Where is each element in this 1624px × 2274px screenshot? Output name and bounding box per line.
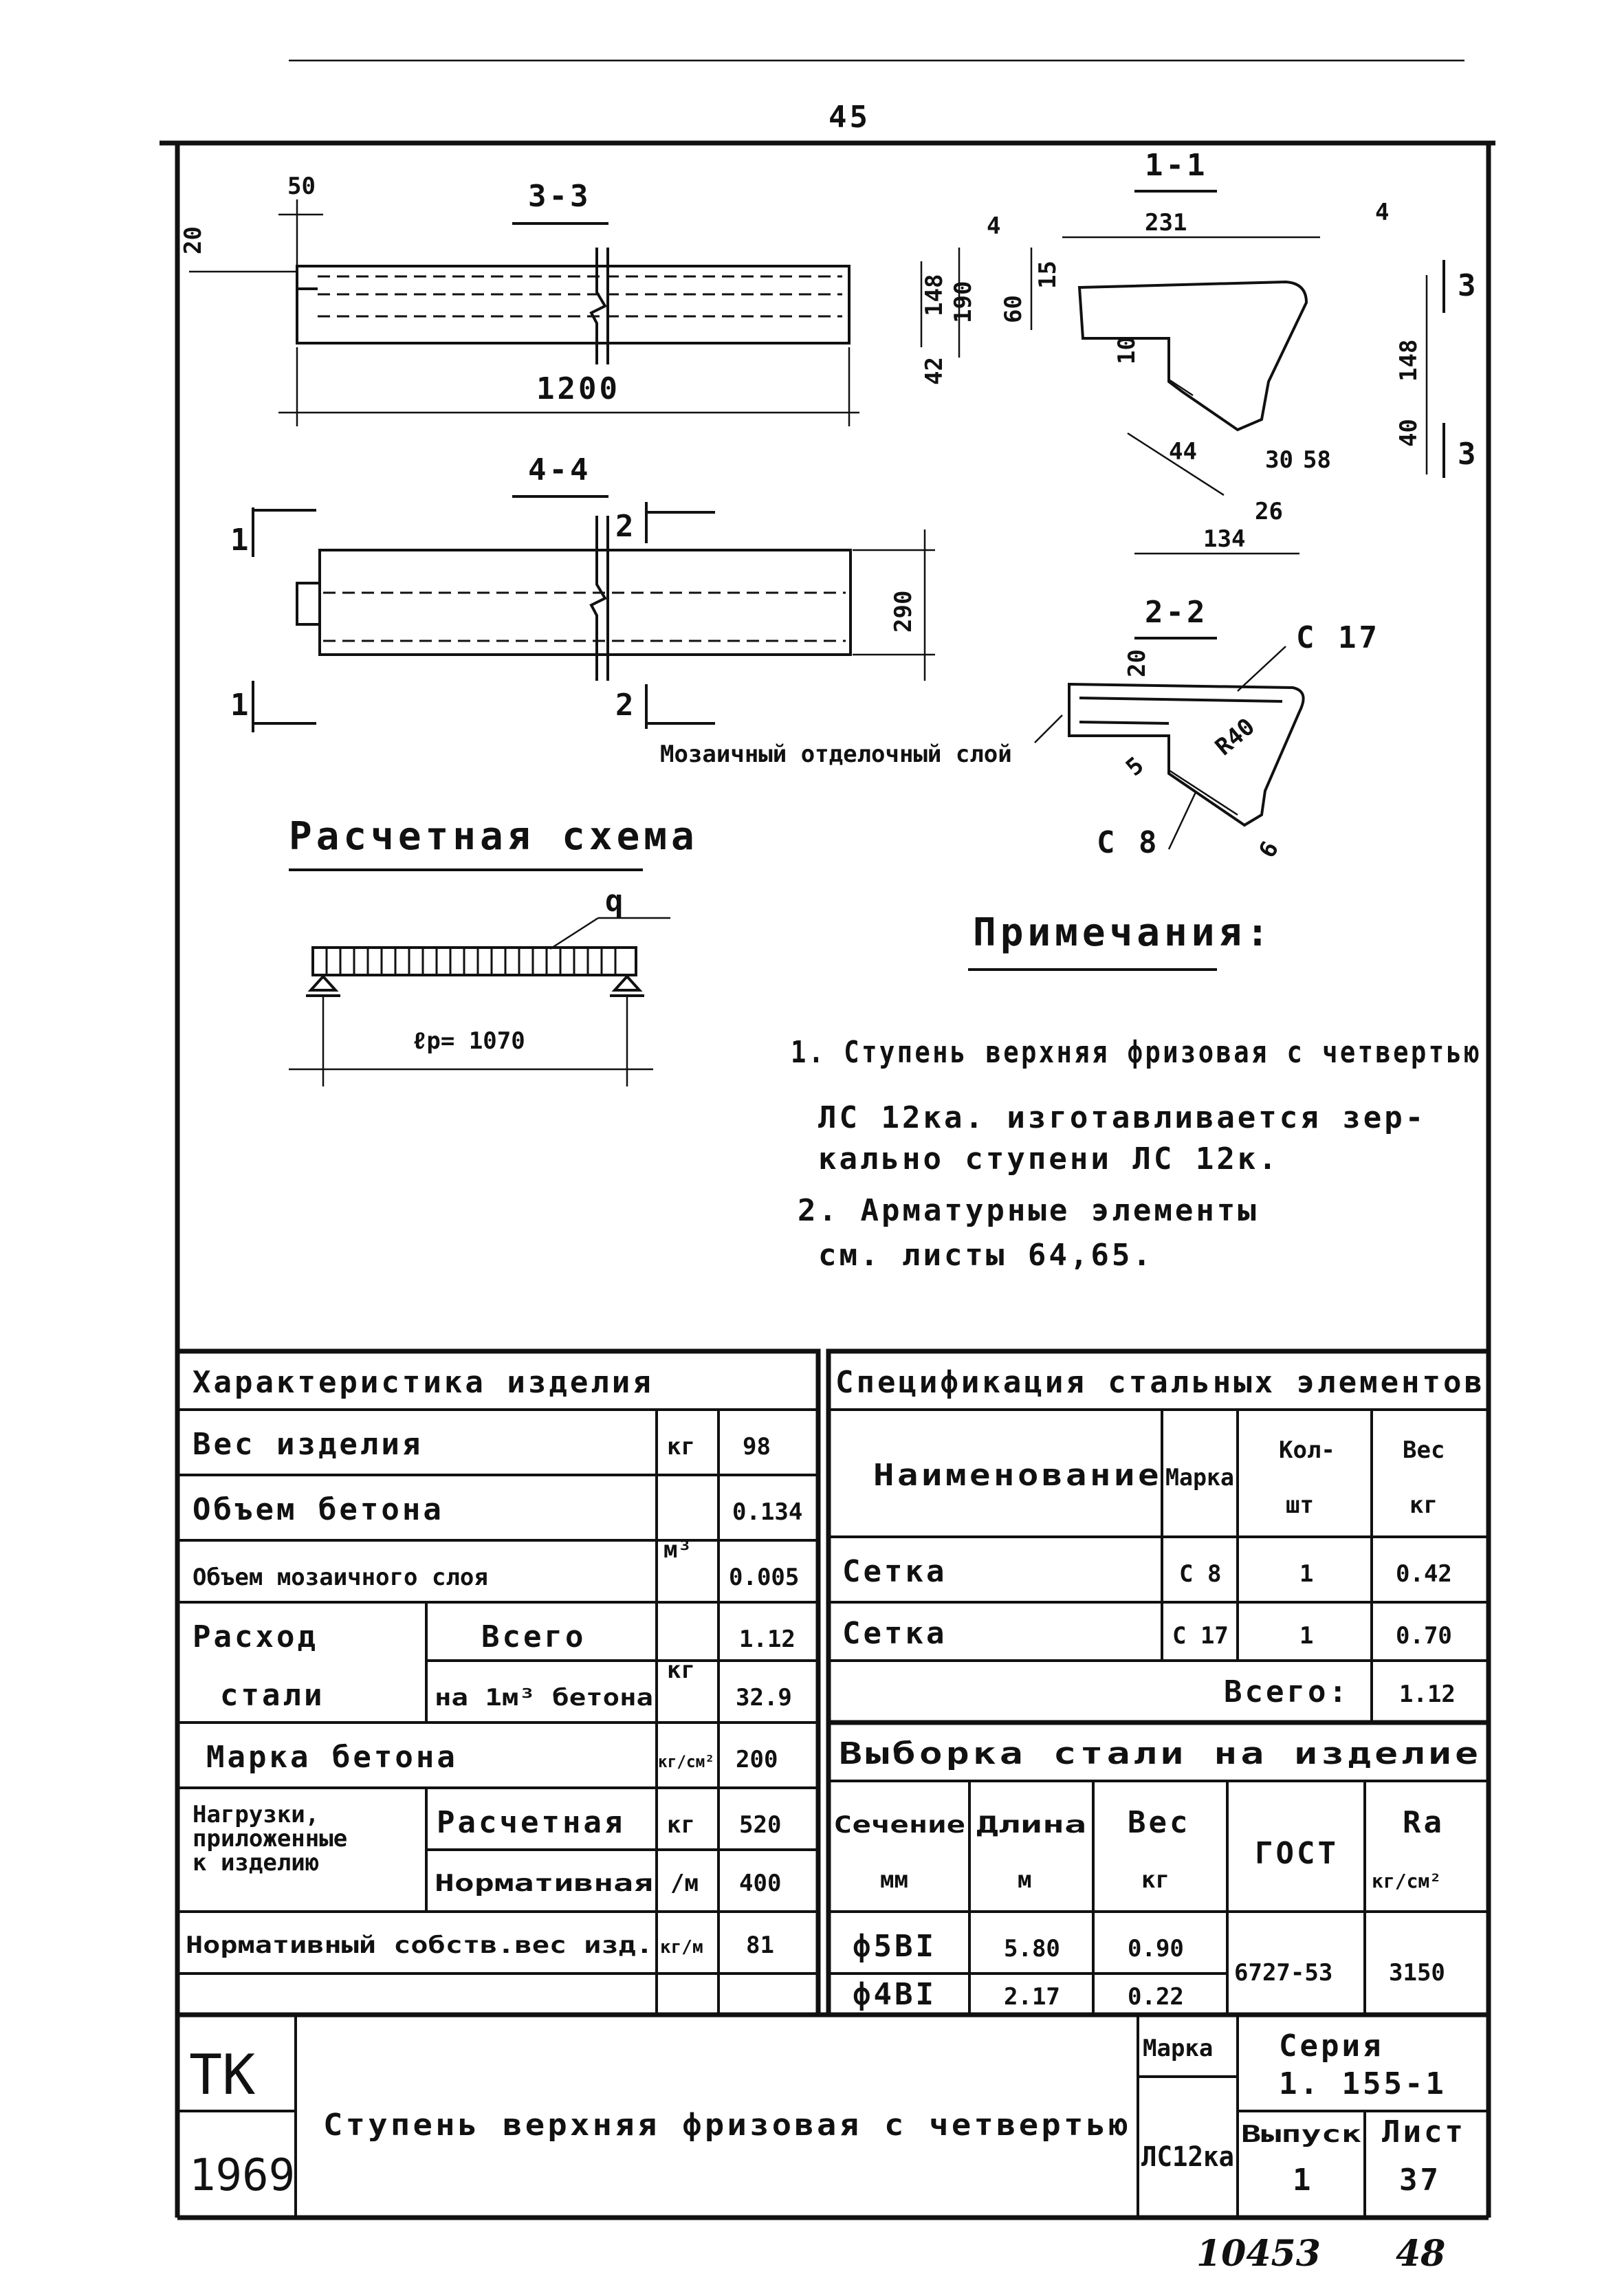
dim-148b: 148 — [1395, 339, 1423, 382]
dim-20b: 20 — [1123, 649, 1151, 677]
dim-50: 50 — [287, 173, 316, 200]
weight-label: Вес изделия — [193, 1427, 424, 1462]
steel-row1-section: ф5ВI — [853, 1929, 936, 1964]
steel-h-weight2: кг — [1141, 1866, 1170, 1894]
steel-h-gost: ГОСТ — [1255, 1836, 1339, 1871]
steel-h-ra: Ra — [1403, 1805, 1445, 1840]
mark-label: Марка — [1143, 2035, 1214, 2062]
steel-gost: 6727-53 — [1234, 1959, 1333, 1987]
spec-table-frame — [829, 1351, 1489, 2015]
steel-h-section: Сечение — [833, 1811, 965, 1839]
spec-row2-weight: 0.70 — [1396, 1622, 1452, 1650]
load-norm-val: 400 — [739, 1870, 782, 1897]
self-weight-label: Нормативный собств.вес изд. — [186, 1932, 653, 1959]
section-2-2-label: 2-2 — [1145, 595, 1208, 630]
scheme-support-right — [610, 976, 644, 996]
series-label: Серия — [1279, 2029, 1384, 2064]
note-line-3: кально ступени ЛС 12к. — [818, 1141, 1280, 1177]
spec-h-qty: Кол- — [1279, 1436, 1335, 1464]
dim-15: 15 — [1034, 261, 1062, 289]
steel-total-val: 1.12 — [739, 1626, 795, 1653]
characteristics-table — [177, 1351, 818, 2015]
sheet-label: Лист — [1382, 2114, 1466, 2150]
sheet-val: 37 — [1399, 2163, 1441, 2198]
calc-scheme — [289, 814, 699, 1086]
scheme-title: Расчетная схема — [289, 814, 699, 859]
spec-row1-name: Сетка — [842, 1554, 947, 1589]
q-label: q — [605, 884, 626, 919]
dim-length: 1200 — [536, 371, 620, 406]
dim-290: 290 — [890, 590, 917, 633]
dim-6: 6 — [1253, 836, 1285, 863]
steel-h-section2: мм — [880, 1866, 908, 1894]
spec-total-label: Всего: — [1224, 1674, 1350, 1709]
series-val: 1. 155-1 — [1279, 2066, 1447, 2101]
vol-unit: м³ — [663, 1536, 692, 1564]
span-label: ℓp= 1070 — [413, 1027, 525, 1055]
weight-unit: кг — [667, 1433, 695, 1461]
spec-h-mark: Марка — [1165, 1464, 1234, 1491]
mosaic-vol-label: Объем мозаичного слоя — [193, 1564, 488, 1591]
spec-row1-qty: 1 — [1299, 1560, 1314, 1588]
dim-134: 134 — [1203, 525, 1246, 553]
cut-1-top: 1 — [230, 523, 252, 558]
weight-val: 98 — [743, 1433, 771, 1461]
concrete-vol-label: Объем бетона — [193, 1492, 444, 1527]
section-2-2 — [660, 595, 1380, 863]
section-3-3-label: 3-3 — [528, 179, 591, 214]
section-1-1 — [987, 148, 1479, 554]
mosaic-vol-val: 0.005 — [729, 1564, 800, 1591]
note-line-5: см. листы 64,65. — [818, 1238, 1154, 1273]
grade-unit: кг/см² — [658, 1752, 714, 1771]
grade-val: 200 — [736, 1746, 778, 1773]
mosaic-leader — [1035, 715, 1062, 743]
steel-title: Выборка стали на изделие — [839, 1736, 1482, 1771]
c17-label: С 17 — [1296, 620, 1380, 655]
dim-60: 60 — [1000, 295, 1027, 323]
issue-val: 1 — [1293, 2163, 1314, 2198]
load-norm-label: Нормативная — [435, 1870, 653, 1897]
note-line-1: 1. Ступень верхняя фризовая с четвертью — [791, 1035, 1482, 1070]
spec-row2-name: Сетка — [842, 1616, 947, 1651]
spec-h-qty2: шт — [1286, 1491, 1314, 1519]
steel-h-length: Длина — [976, 1811, 1086, 1839]
note-line-2: ЛС 12ка. изготавливается зер- — [818, 1100, 1427, 1135]
steel-row2-weight: 0.22 — [1128, 1983, 1184, 2011]
steel-h-ra2: кг/см² — [1372, 1870, 1442, 1892]
steel-label-1: Расход — [193, 1619, 318, 1654]
dim-42: 42 — [921, 357, 948, 385]
footer-number-right: 48 — [1396, 2233, 1446, 2274]
step-2-2-rebar — [1079, 698, 1282, 723]
cut-2-top: 2 — [615, 509, 637, 544]
steel-row2-length: 2.17 — [1004, 1983, 1060, 2011]
dim-58: 58 — [1303, 446, 1331, 474]
section-1-1-label: 1-1 — [1145, 148, 1208, 183]
step-2-2-profile — [1069, 684, 1304, 825]
grade-label: Марка бетона — [206, 1740, 458, 1775]
c17-leader — [1238, 646, 1286, 691]
section-4-4-label: 4-4 — [528, 452, 591, 488]
tk-label: ТК — [189, 2043, 256, 2107]
load-calc-label: Расчетная — [437, 1805, 626, 1840]
section-4-4 — [230, 452, 935, 732]
self-weight-val: 81 — [746, 1932, 774, 1959]
dim-30: 30 — [1265, 446, 1293, 474]
spec-h-weight2: кг — [1409, 1491, 1438, 1519]
dim-3-bottom: 3 — [1458, 437, 1479, 472]
dim-4a: 4 — [987, 212, 1001, 240]
steel-ra: 3150 — [1389, 1959, 1445, 1987]
beam-4-4-body — [320, 550, 851, 655]
spec-row1-mark: С 8 — [1179, 1560, 1222, 1588]
steel-total-label: Всего — [481, 1619, 586, 1654]
steel-table — [829, 1736, 1489, 2015]
dim-44: 44 — [1169, 438, 1197, 466]
issue-label: Выпуск — [1241, 2121, 1361, 2148]
steel-per-val: 32.9 — [736, 1684, 792, 1712]
q-leader — [550, 918, 598, 949]
dim-3-top: 3 — [1458, 268, 1479, 303]
spec-h-name: Наименование — [873, 1458, 1162, 1493]
loads-label-2: приложенные — [193, 1825, 348, 1852]
step-1-1-inner — [1169, 338, 1193, 395]
spec-row2-mark: С 17 — [1172, 1622, 1229, 1650]
loads-label-1: Нагрузки, — [193, 1801, 320, 1828]
dim-5: 5 — [1121, 752, 1150, 782]
steel-row1-length: 5.80 — [1004, 1935, 1060, 1963]
title-block — [177, 2015, 1489, 2218]
load-unit-1: кг — [667, 1811, 695, 1839]
spec-row1-weight: 0.42 — [1396, 1560, 1452, 1588]
footer-number-left: 10453 — [1196, 2233, 1321, 2274]
spec-total-val: 1.12 — [1399, 1681, 1456, 1708]
tk-year: 1969 — [189, 2150, 296, 2201]
c8-label: С 8 — [1097, 825, 1160, 860]
title-text: Ступень верхняя фризовая с четвертью — [323, 2108, 1131, 2143]
dim-20: 20 — [179, 226, 207, 254]
section-3-3 — [179, 173, 977, 426]
concrete-vol-val: 0.134 — [732, 1498, 803, 1526]
mosaic-label: Мозаичный отделочный слой — [660, 741, 1012, 768]
cut-2-bottom: 2 — [615, 688, 637, 723]
dim-4b: 4 — [1375, 199, 1390, 226]
steel-label-2: стали — [220, 1678, 325, 1713]
spec-h-weight: Вес — [1403, 1436, 1445, 1464]
scheme-support-left — [306, 976, 340, 996]
cut-1-bottom: 1 — [230, 688, 252, 723]
beam-3-3-body — [297, 266, 849, 343]
r40: R40 — [1210, 712, 1260, 761]
dim-26: 26 — [1255, 498, 1283, 525]
dim-190: 190 — [950, 281, 977, 323]
dim-10: 10 — [1113, 336, 1141, 364]
steel-h-weight: Вес — [1128, 1805, 1191, 1840]
spec-table — [829, 1351, 1489, 2015]
page-number: 45 — [829, 100, 870, 135]
notes — [791, 910, 1482, 1273]
char-title: Характеристика изделия — [193, 1365, 654, 1400]
scheme-load-hatch — [327, 949, 615, 974]
steel-per-label: на 1м³ бетона — [435, 1684, 653, 1712]
dim-148: 148 — [921, 274, 948, 316]
mark-val: ЛС12ка — [1141, 2141, 1234, 2173]
loads-label-3: к изделию — [193, 1849, 320, 1877]
steel-unit: кг — [667, 1657, 695, 1684]
c8-leader — [1169, 791, 1196, 849]
self-weight-unit: кг/м — [660, 1937, 703, 1958]
dim-231: 231 — [1145, 209, 1187, 237]
load-unit-2: /м — [670, 1870, 699, 1897]
spec-row2-qty: 1 — [1299, 1622, 1314, 1650]
dim-40: 40 — [1395, 419, 1423, 447]
note-line-4: 2. Арматурные элементы — [798, 1193, 1259, 1228]
beam-4-4-nib — [297, 583, 320, 624]
steel-h-length2: м — [1018, 1866, 1032, 1894]
spec-title: Спецификация стальных элементов — [835, 1365, 1485, 1400]
notes-title: Примечания: — [973, 910, 1273, 955]
steel-row2-section: ф4ВI — [853, 1977, 936, 2012]
steel-row1-weight: 0.90 — [1128, 1935, 1184, 1963]
load-calc-val: 520 — [739, 1811, 782, 1839]
